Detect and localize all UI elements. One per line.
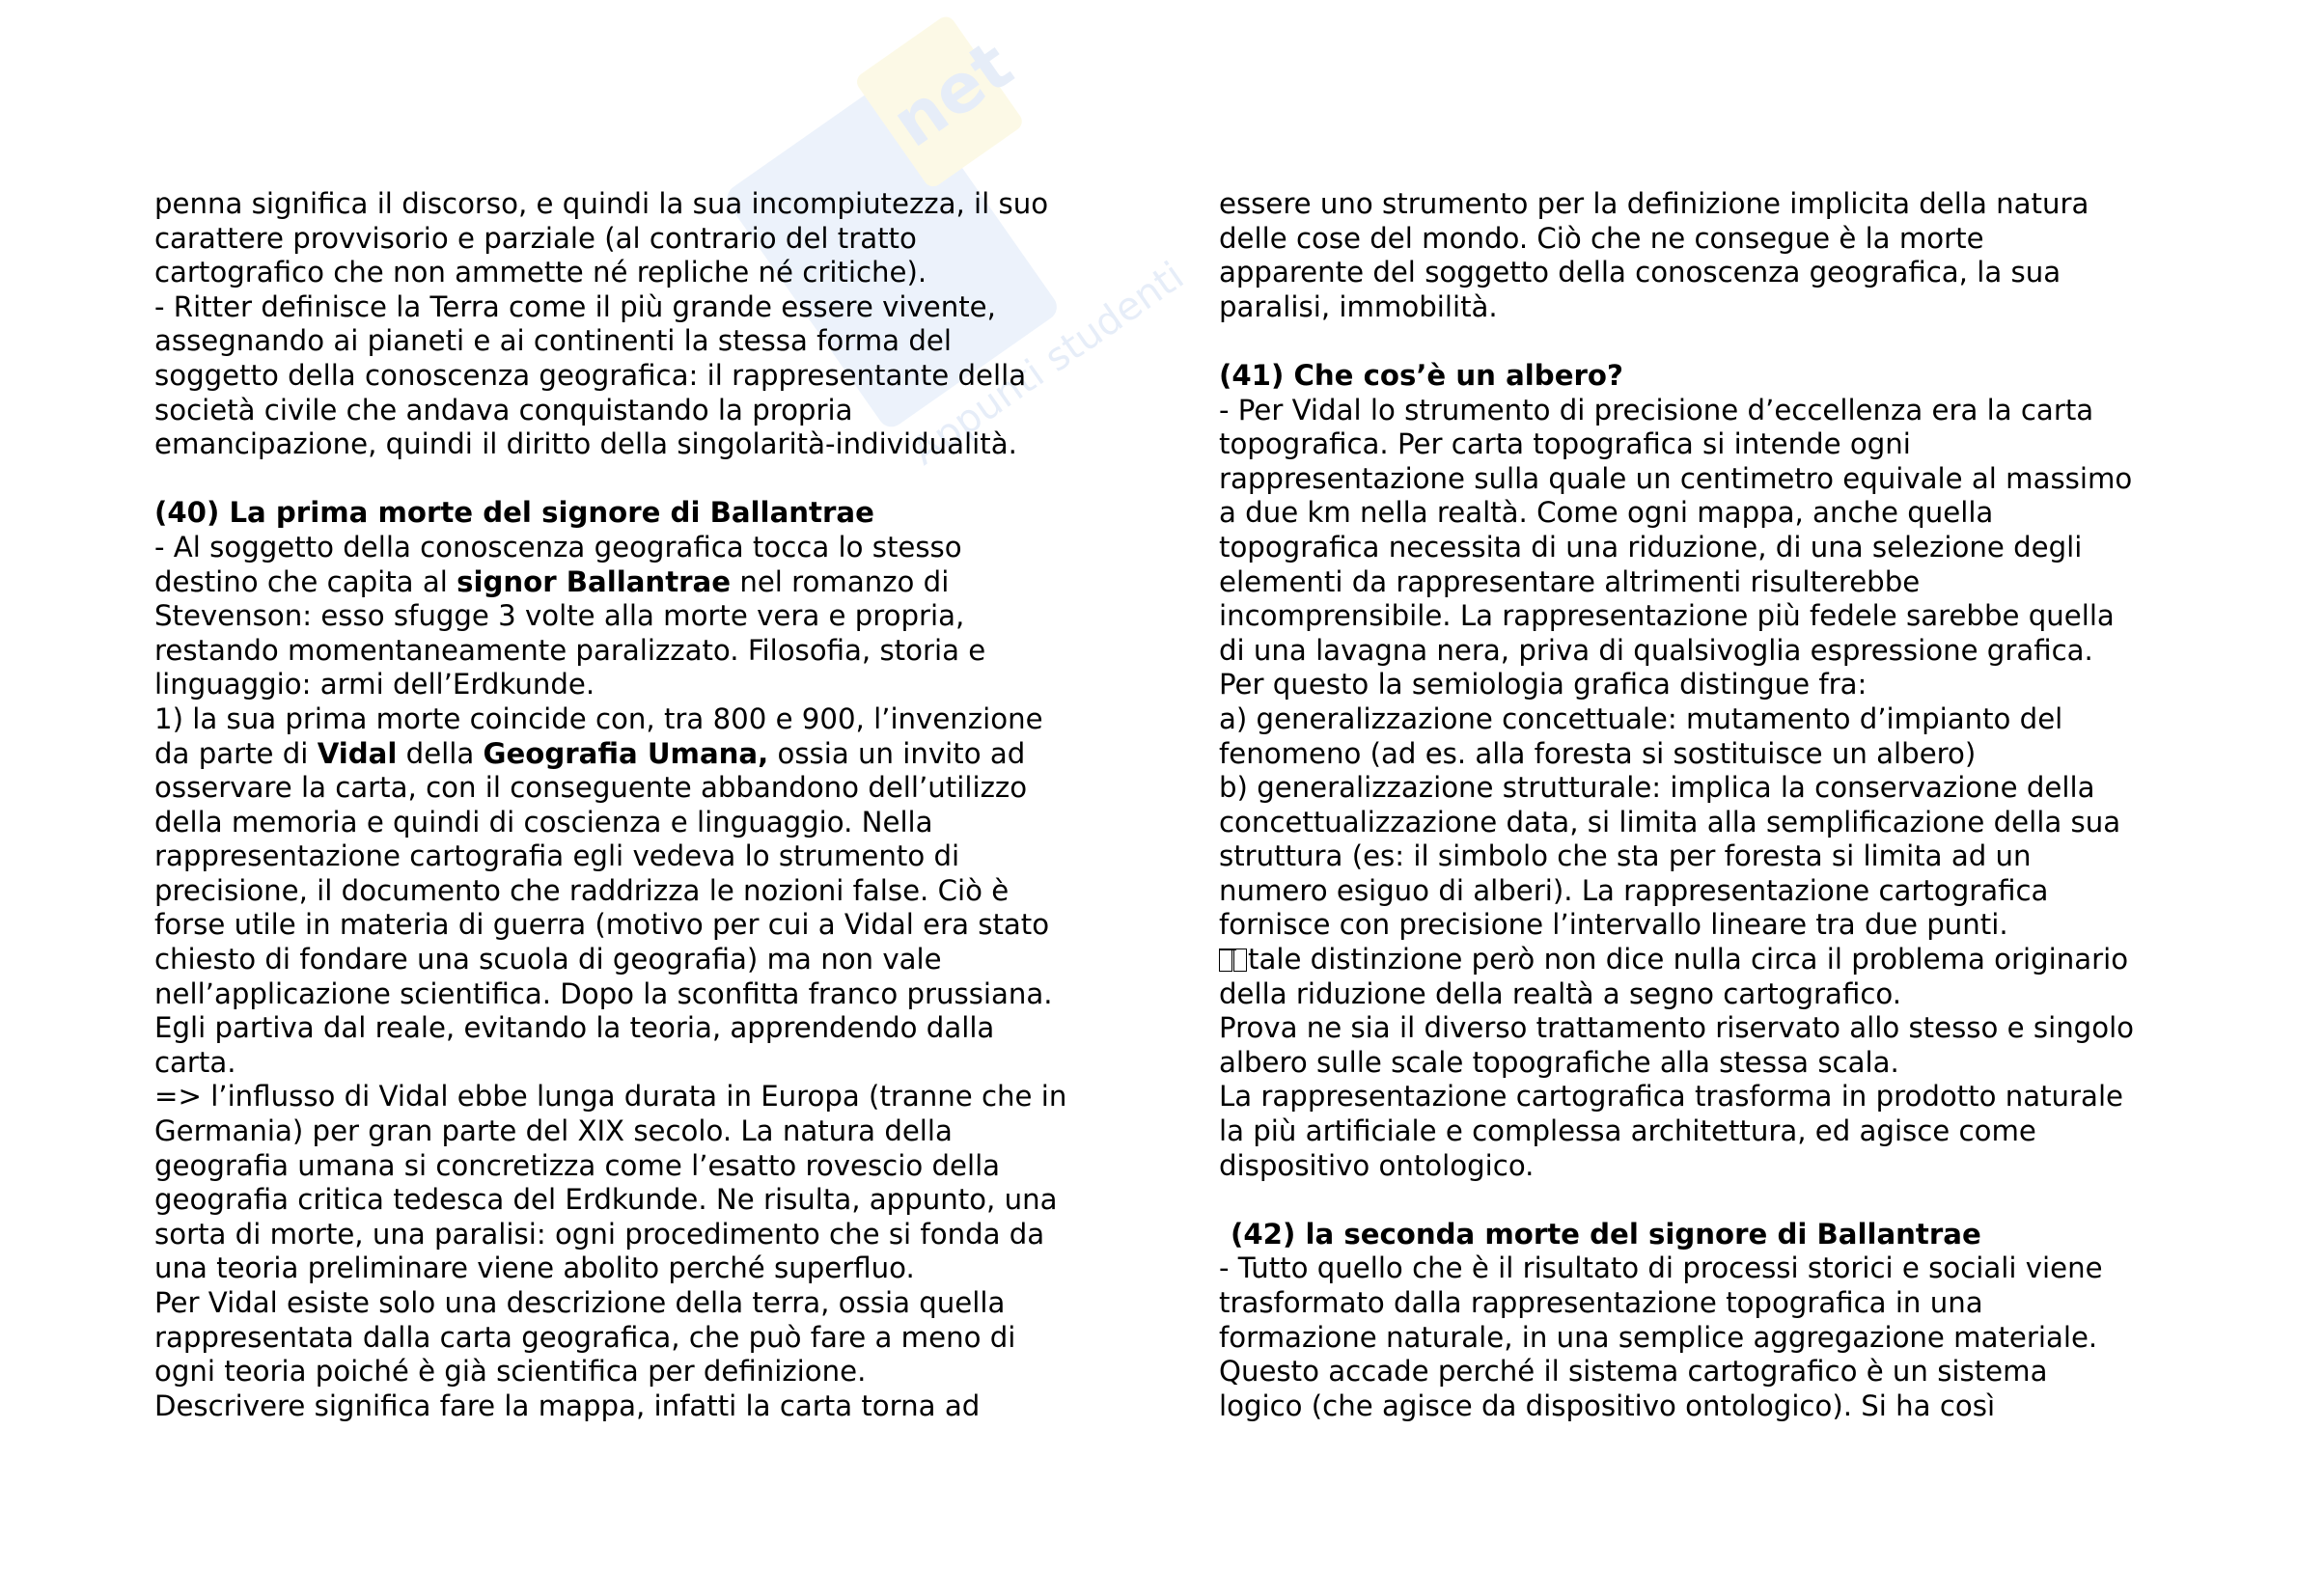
bold-term-geografia-umana: Geografia Umana, bbox=[483, 736, 769, 770]
paragraph-gap bbox=[1219, 1183, 2194, 1218]
text-line: della memoria e quindi di coscienza e linguaggio. Nella bbox=[154, 805, 933, 839]
watermark-net-text: net bbox=[877, 25, 1027, 163]
text-line: a) generalizzazione concettuale: mutamento d’impianto del bbox=[1219, 701, 2063, 735]
text-line: - Per Vidal lo strumento di precisione d’eccellenza era la carta bbox=[1219, 393, 2094, 426]
text-line: incomprensibile. La rappresentazione più fedele sarebbe quella bbox=[1219, 599, 2115, 633]
bold-term-ballantrae: signor Ballantrae bbox=[456, 564, 732, 598]
left-column bbox=[154, 187, 1129, 1423]
text-line: rappresentata dalla carta geografica, che può fare a meno di bbox=[154, 1320, 1016, 1354]
text-line bbox=[1219, 943, 2194, 977]
text-line: a due km nella realtà. Come ogni mappa, anche quella bbox=[1219, 496, 1994, 530]
text-line: carta. bbox=[154, 1045, 236, 1079]
text-line: dispositivo ontologico. bbox=[1219, 1148, 1535, 1182]
missing-glyph-icon bbox=[1233, 949, 1247, 972]
paragraph-gap bbox=[154, 462, 1129, 497]
text-run: da parte di bbox=[154, 736, 318, 770]
text-line: Questo accade perché il sistema cartografico è un sistema bbox=[1219, 1355, 2048, 1389]
section-heading-41: (41) Che cos’è un albero? bbox=[1219, 358, 1623, 392]
text-line: assegnando ai pianeti e ai continenti la stessa forma del bbox=[154, 324, 952, 358]
text-run: ossia un invito ad bbox=[768, 736, 1026, 770]
text-run: della bbox=[397, 736, 484, 770]
text-line: apparente del soggetto della conoscenza geografica, la sua bbox=[1219, 256, 2061, 289]
text-line: rappresentazione cartografia egli vedeva lo strumento di bbox=[154, 839, 960, 873]
text-line: essere uno strumento per la definizione implicita della natura bbox=[1219, 187, 2089, 220]
text-line: formazione naturale, in una semplice aggregazione materiale. bbox=[1219, 1320, 2098, 1354]
text-line: => l’influsso di Vidal ebbe lunga durata in Europa (tranne che in bbox=[154, 1080, 1067, 1114]
watermark-sub-text: Appunti studenti bbox=[903, 253, 1193, 475]
text-line: topografica necessita di una riduzione, di una selezione degli bbox=[1219, 530, 2083, 564]
bold-term-vidal: Vidal bbox=[317, 736, 398, 770]
text-line: soggetto della conoscenza geografica: il rappresentante della bbox=[154, 358, 1027, 392]
text-line: fenomeno (ad es. alla foresta si sostituisce un albero) bbox=[1219, 736, 1977, 770]
text-line: trasformato dalla rappresentazione topografica in una bbox=[1219, 1286, 1983, 1319]
text-line: forse utile in materia di guerra (motivo per cui a Vidal era stato bbox=[154, 908, 1050, 942]
text-line: della riduzione della realtà a segno cartografico. bbox=[1219, 976, 1901, 1010]
text-line: società civile che andava conquistando la propria bbox=[154, 393, 853, 426]
text-line: nell’applicazione scientifica. Dopo la sconfitta franco prussiana. bbox=[154, 976, 1053, 1010]
text-line: penna significa il discorso, e quindi la sua incompiutezza, il suo bbox=[154, 187, 1049, 220]
paragraph-gap bbox=[1219, 324, 2194, 359]
text-run: tale distinzione però non dice nulla circa il problema originario bbox=[1248, 943, 2129, 976]
text-line: emancipazione, quindi il diritto della singolarità-individualità. bbox=[154, 427, 1017, 461]
watermark-tag-shape bbox=[853, 14, 1026, 191]
text-run: destino che capita al bbox=[154, 564, 457, 598]
small-divider bbox=[1219, 949, 1236, 950]
missing-glyph-icon bbox=[1219, 949, 1232, 972]
text-line: rappresentazione sulla quale un centimetro equivale al massimo bbox=[1219, 461, 2133, 495]
section-heading-40: (40) La prima morte del signore di Ballantrae bbox=[154, 496, 874, 530]
text-line: osservare la carta, con il conseguente abbandono dell’utilizzo bbox=[154, 771, 1028, 805]
text-line: 1) la sua prima morte coincide con, tra 800 e 900, l’invenzione bbox=[154, 701, 1043, 735]
text-line: topografica. Per carta topografica si intende ogni bbox=[1219, 427, 1911, 461]
text-line: albero sulle scale topografiche alla stessa scala. bbox=[1219, 1045, 1899, 1079]
text-line: cartografico che non ammette né repliche né critiche). bbox=[154, 256, 927, 289]
text-line: concettualizzazione data, si limita alla semplificazione della sua bbox=[1219, 805, 2121, 839]
text-line: logico (che agisce da dispositivo ontologico). Si ha così bbox=[1219, 1389, 1996, 1422]
text-line: Stevenson: esso sfugge 3 volte alla morte vera e propria, bbox=[154, 599, 965, 633]
text-line: precisione, il documento che raddrizza le nozioni false. Ciò è bbox=[154, 873, 1010, 907]
text-line: - Ritter definisce la Terra come il più grande essere vivente, bbox=[154, 289, 996, 323]
text-line: Prova ne sia il diverso trattamento riservato allo stesso e singolo bbox=[1219, 1011, 2135, 1045]
text-line: struttura (es: il simbolo che sta per foresta si limita ad un bbox=[1219, 839, 2032, 873]
text-run: nel romanzo di bbox=[731, 564, 950, 598]
right-column bbox=[1219, 187, 2194, 1423]
text-line: linguaggio: armi dell’Erdkunde. bbox=[154, 668, 595, 701]
text-line: ogni teoria poiché è già scientifica per definizione. bbox=[154, 1355, 867, 1389]
text-line: Descrivere significa fare la mappa, infatti la carta torna ad bbox=[154, 1389, 981, 1422]
text-line: - Tutto quello che è il risultato di processi storici e sociali viene bbox=[1219, 1251, 2103, 1285]
text-line: numero esiguo di alberi). La rappresentazione cartografica bbox=[1219, 873, 2049, 907]
text-line: Per Vidal esiste solo una descrizione della terra, ossia quella bbox=[154, 1286, 1006, 1319]
text-line: elementi da rappresentare altrimenti risulterebbe bbox=[1219, 564, 1921, 598]
text-line: paralisi, immobilità. bbox=[1219, 289, 1498, 323]
text-line: una teoria preliminare viene abolito perché superfluo. bbox=[154, 1251, 915, 1285]
text-line bbox=[154, 565, 1129, 600]
text-line: - Al soggetto della conoscenza geografica tocca lo stesso bbox=[154, 530, 962, 564]
text-line bbox=[154, 737, 1129, 772]
text-line: chiesto di fondare una scuola di geografia) ma non vale bbox=[154, 943, 942, 976]
text-line: sorta di morte, una paralisi: ogni procedimento che si fonda da bbox=[154, 1217, 1045, 1251]
text-line: fornisce con precisione l’intervallo lineare tra due punti. bbox=[1219, 908, 2008, 942]
text-line: Per questo la semiologia grafica distingue fra: bbox=[1219, 668, 1868, 701]
text-line: la più artificiale e complessa architettura, ed agisce come bbox=[1219, 1114, 2036, 1148]
text-line: restando momentaneamente paralizzato. Filosofia, storia e bbox=[154, 633, 986, 667]
text-line: geografia umana si concretizza come l’esatto rovescio della bbox=[154, 1148, 1001, 1182]
text-line: Germania) per gran parte del XIX secolo. La natura della bbox=[154, 1114, 953, 1148]
section-heading-42: (42) la seconda morte del signore di Ballantrae bbox=[1231, 1217, 1981, 1251]
text-line: geografia critica tedesca del Erdkunde. Ne risulta, appunto, una bbox=[154, 1183, 1058, 1217]
text-line: carattere provvisorio e parziale (al contrario del tratto bbox=[154, 221, 917, 255]
text-line: La rappresentazione cartografica trasforma in prodotto naturale bbox=[1219, 1080, 2124, 1114]
text-line: delle cose del mondo. Ciò che ne consegue è la morte bbox=[1219, 221, 1984, 255]
text-line: Egli partiva dal reale, evitando la teoria, apprendendo dalla bbox=[154, 1011, 995, 1045]
text-line: b) generalizzazione strutturale: implica la conservazione della bbox=[1219, 771, 2095, 805]
text-line: di una lavagna nera, priva di qualsivoglia espressione grafica. bbox=[1219, 633, 2093, 667]
